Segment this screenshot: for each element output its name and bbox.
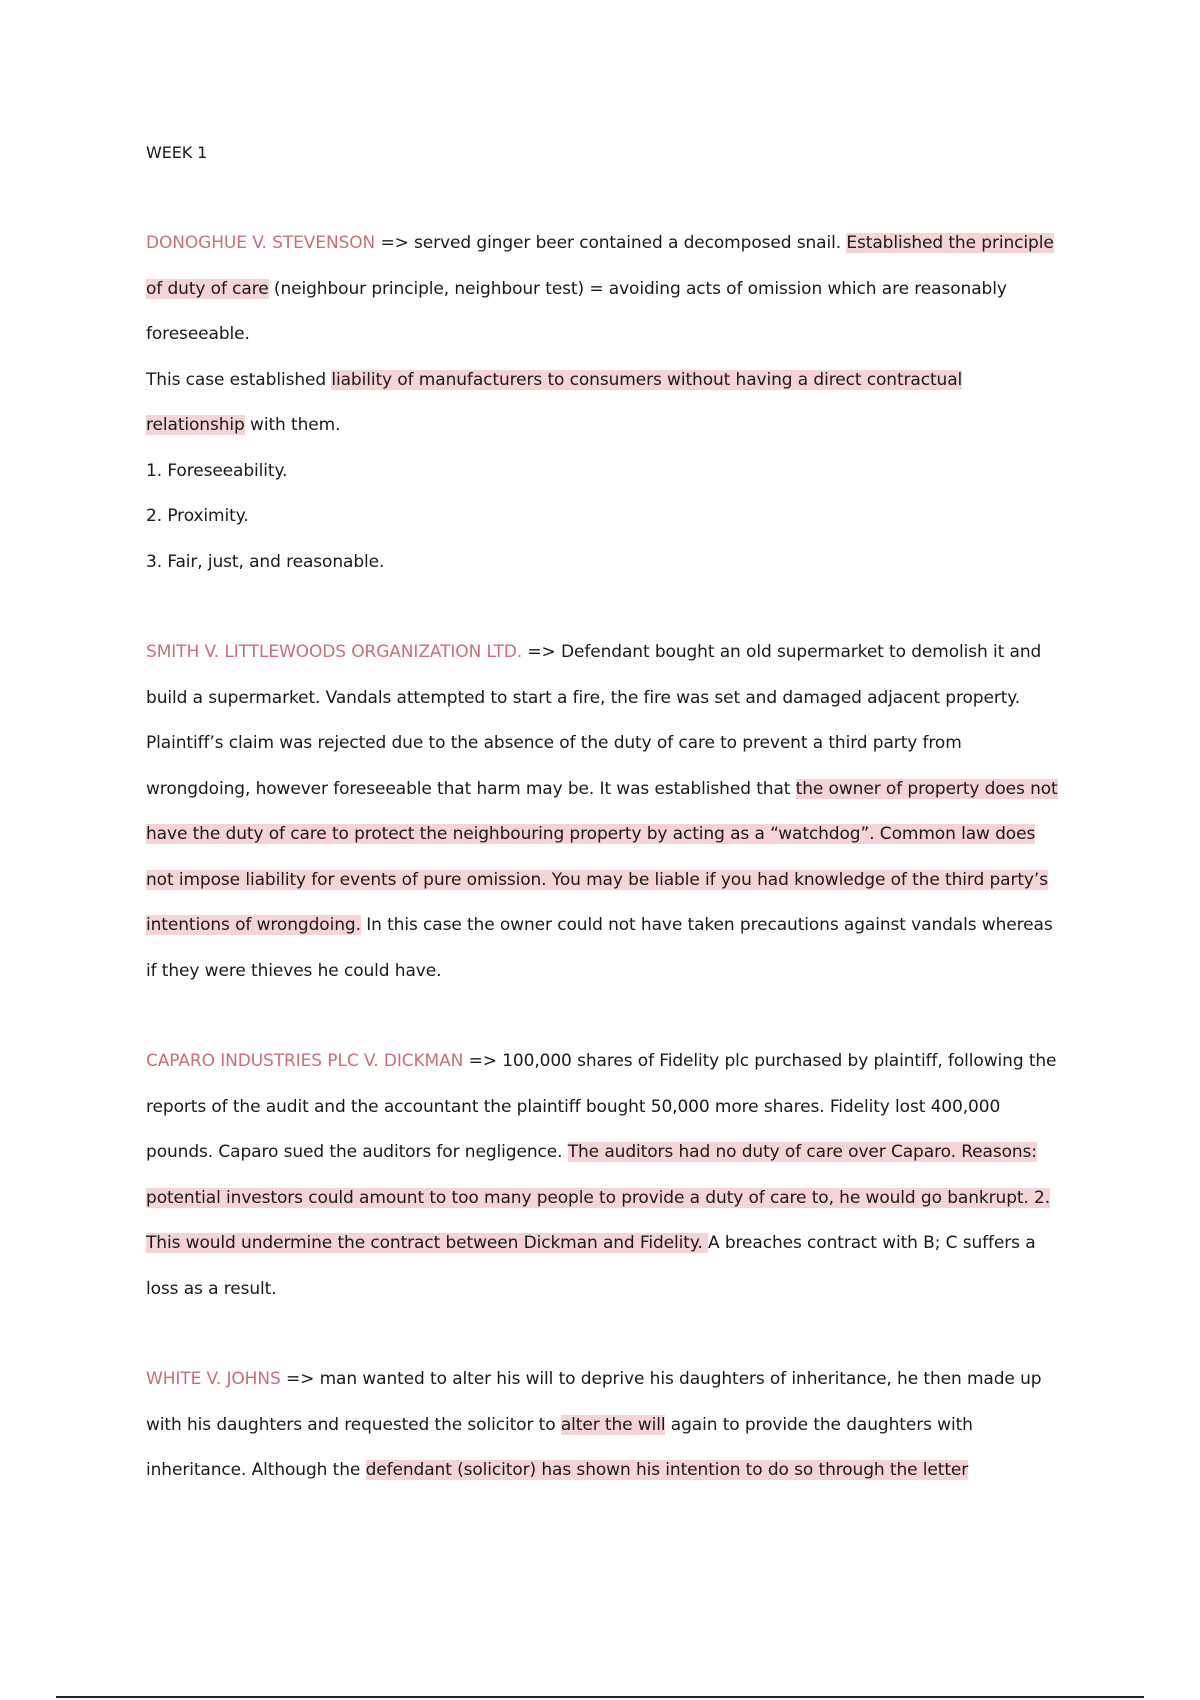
case-paragraph <box>146 1357 1066 1494</box>
case-text: (neighbour principle, neighbour test) = avoiding acts of omission which are reasonably foreseeable. <box>146 278 1007 344</box>
case-title: WHITE V. JOHNS <box>146 1369 281 1389</box>
case-paragraph <box>146 721 1066 994</box>
case-paragraph <box>146 221 1066 358</box>
case-text: This case established <box>146 369 332 390</box>
highlighted-text: the owner of property does not have the duty of care to protect the neighbouring property by acting as a “watchdog”. Common law does not impose liability for events of pure omission. You may be liable if you had knowledge of the third party’s intentions of wrongdoing. <box>146 778 1058 935</box>
page-bottom-divider <box>56 1696 1144 1698</box>
case-text: => Defendant bought an old supermarket to demolish it and build a supermarket. Vandals attempted to start a fire, the fire was set and damaged adjacent property. <box>146 642 1042 708</box>
week-heading: WEEK 1 <box>146 143 208 162</box>
highlighted-text: Established the principle of duty of care <box>146 233 1054 299</box>
case-text: => 100,000 shares of Fidelity plc purchased by plaintiff, following the reports of the audit and the accountant the plaintiff bought 50,000 more shares. Fidelity lost 400,000 pounds. Caparo sued the auditors for negligence. <box>146 1051 1057 1162</box>
case-text: In this case the owner could not have taken precautions against vandals whereas if they were thieves he could have. <box>146 915 1053 981</box>
case-donoghue <box>146 221 1066 585</box>
case-paragraph <box>146 630 1066 721</box>
case-text: with them. <box>244 415 341 435</box>
case-text: => served ginger beer contained a decomposed snail. <box>375 233 847 253</box>
section-gap <box>146 585 1066 630</box>
section-gap <box>146 994 1066 1039</box>
case-paragraph <box>146 358 1066 449</box>
case-text: again to provide the daughters with inheritance. Although the <box>146 1414 973 1480</box>
highlighted-text: defendant (solicitor) has shown his intention to do so through the letter <box>365 1460 969 1480</box>
case-smith <box>146 630 1066 994</box>
highlighted-text: The auditors had no duty of care over Caparo. Reasons: potential investors could amount to too many people to provide a duty of care to, he would go bankrupt. 2. This would undermine the contract between Dickman and Fidelity. <box>146 1142 1051 1253</box>
case-white <box>146 1357 1066 1494</box>
highlighted-text: liability of manufacturers to consumers without having a direct contractual relationship <box>146 369 963 435</box>
case-caparo <box>146 1039 1066 1312</box>
section-gap <box>146 1312 1066 1357</box>
case-title: DONOGHUE V. STEVENSON <box>146 233 376 253</box>
document-page <box>146 130 1066 1494</box>
list-item: 3. Fair, just, and reasonable. <box>146 551 385 572</box>
case-text: A breaches contract with B; C suffers a loss as a result. <box>146 1233 1036 1299</box>
list-item: 1. Foreseeability. <box>146 460 288 481</box>
case-title: CAPARO INDUSTRIES PLC V. DICKMAN <box>146 1051 464 1071</box>
case-text: Plaintiff’s claim was rejected due to the absence of the duty of care to prevent a third party from wrongdoing, however foreseeable that harm may be. It was established that <box>146 733 962 799</box>
case-paragraph <box>146 1039 1066 1312</box>
case-title: SMITH V. LITTLEWOODS ORGANIZATION LTD. <box>146 642 523 662</box>
case-text: => man wanted to alter his will to deprive his daughters of inheritance, he then made up with his daughters and requested the solicitor to <box>146 1369 1042 1435</box>
highlighted-text: alter the will <box>560 1414 666 1435</box>
list-item: 2. Proximity. <box>146 506 249 526</box>
